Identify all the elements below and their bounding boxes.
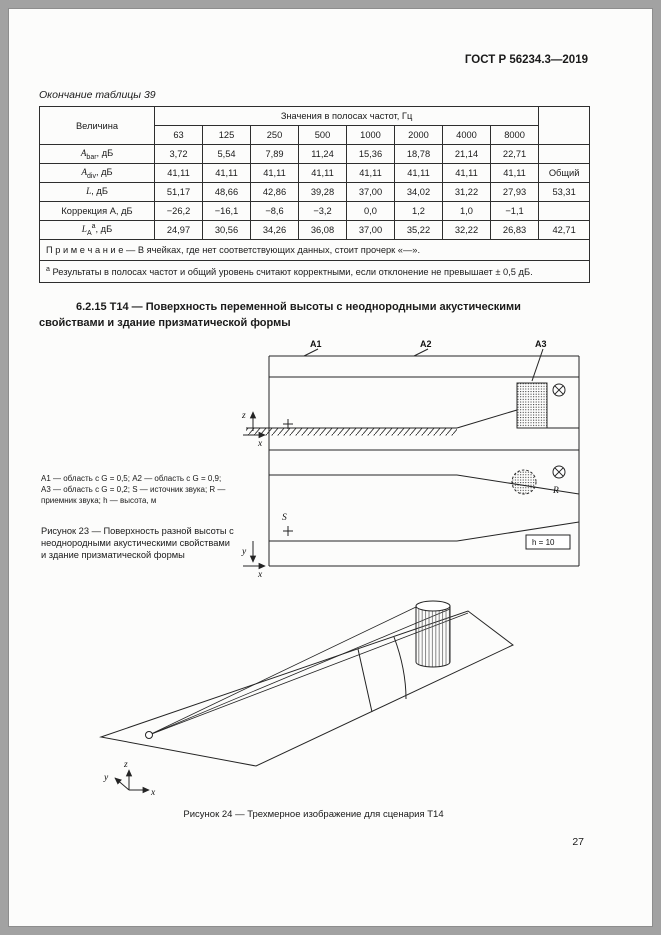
- cell: 18,78: [395, 145, 443, 164]
- cell: 42,86: [251, 183, 299, 202]
- cell: −8,6: [251, 202, 299, 221]
- cell: 41,11: [443, 164, 491, 183]
- table-row: [40, 221, 590, 240]
- table-continuation-caption: Окончание таблицы 39: [39, 89, 156, 101]
- cell: 0,0: [347, 202, 395, 221]
- cell: 34,26: [251, 221, 299, 240]
- table-header-row: [40, 107, 590, 126]
- row-label: $A_{bar}$, дБ: [40, 145, 155, 164]
- document-page: [8, 8, 653, 927]
- cell: 24,97: [155, 221, 203, 240]
- col-quantity-header: Величина: [40, 107, 155, 145]
- cell-total: 42,71: [539, 221, 590, 240]
- figure-24: [39, 594, 588, 804]
- cell: 21,14: [443, 145, 491, 164]
- ground-plane: [101, 611, 513, 766]
- figure-23-caption: Рисунок 23 — Поверхность разной высоты с неоднородными акустическими свойствами и здание призматической формы: [41, 526, 234, 561]
- freq-header: 2000: [395, 126, 443, 145]
- cell: 34,02: [395, 183, 443, 202]
- cell: −1,1: [491, 202, 539, 221]
- freq-header: 250: [251, 126, 299, 145]
- cell: 5,54: [203, 145, 251, 164]
- col-bands-header: Значения в полосах частот, Гц: [155, 107, 539, 126]
- cell: −3,2: [299, 202, 347, 221]
- cell: −26,2: [155, 202, 203, 221]
- cell: 11,24: [299, 145, 347, 164]
- cell: 26,83: [491, 221, 539, 240]
- cell: 41,11: [395, 164, 443, 183]
- cell: 32,22: [443, 221, 491, 240]
- cell: 41,11: [347, 164, 395, 183]
- axis24-y-label: y: [104, 773, 109, 784]
- cell: 35,22: [395, 221, 443, 240]
- cylinder-building: [416, 601, 450, 667]
- section-heading: 6.2.15 Т14 — Поверхность переменной высоты с неоднородными акустическими свойствами и здание призматической формы: [39, 301, 521, 329]
- cell: 37,00: [347, 183, 395, 202]
- source-marker-plan: [283, 526, 293, 536]
- label-r: R: [553, 486, 559, 497]
- freq-header: 8000: [491, 126, 539, 145]
- cell: −16,1: [203, 202, 251, 221]
- row-label: Коррекция А, дБ: [40, 202, 155, 221]
- axis-y-label: y: [242, 547, 247, 558]
- table-39: [39, 106, 590, 283]
- height-label-box: [526, 535, 570, 549]
- col-total-header: [539, 107, 590, 145]
- cell: 41,11: [299, 164, 347, 183]
- axis-x-label: x: [258, 439, 263, 450]
- cell: 37,00: [347, 221, 395, 240]
- cell-total: [539, 145, 590, 164]
- table-note: П р и м е ч а н и е — В ячейках, где нет соответствующих данных, стоит прочерк «—».: [40, 240, 590, 261]
- table-note-row: [40, 240, 590, 261]
- cell: 1,0: [443, 202, 491, 221]
- cell: 39,28: [299, 183, 347, 202]
- freq-header: 125: [203, 126, 251, 145]
- page-number: 27: [572, 836, 584, 849]
- cell: 41,11: [155, 164, 203, 183]
- table-footnote-row: [40, 261, 590, 283]
- figure-24-caption: Рисунок 24 — Трехмерное изображение для сценария Т14: [183, 809, 444, 821]
- table-row: [40, 202, 590, 221]
- axis-z-label: z: [242, 411, 246, 422]
- cell: 31,22: [443, 183, 491, 202]
- label-a1: А1: [310, 339, 322, 350]
- doc-header: ГОСТ Р 56234.3—2019: [464, 54, 588, 66]
- row-label: $A_{div}$, дБ: [40, 164, 155, 183]
- cell: 30,56: [203, 221, 251, 240]
- cell-total: 53,31: [539, 183, 590, 202]
- freq-header: 500: [299, 126, 347, 145]
- cell: 41,11: [203, 164, 251, 183]
- building-elevation: [517, 383, 547, 428]
- cell: 36,08: [299, 221, 347, 240]
- freq-header: 63: [155, 126, 203, 145]
- cell-total: [539, 202, 590, 221]
- freq-header: 1000: [347, 126, 395, 145]
- figure-23-legend: А1 — область с G = 0,5; А2 — область с G = 0,9; А3 — область с G = 0,2; S — источник звука; R — приемник звука; h — высота, м: [41, 474, 226, 505]
- cell: 41,11: [491, 164, 539, 183]
- axis-triad: [103, 760, 156, 798]
- table-row: [40, 145, 590, 164]
- label-a2: А2: [420, 339, 432, 350]
- cell: 48,66: [203, 183, 251, 202]
- cell: 1,2: [395, 202, 443, 221]
- receiver-symbol-plan: [553, 466, 565, 478]
- ground-hatch: [246, 429, 457, 436]
- figure-23-diagram: [231, 336, 589, 581]
- cell: 27,93: [491, 183, 539, 202]
- axis24-x-label: x: [151, 788, 156, 799]
- axis-x2-label: x: [258, 570, 263, 581]
- receiver-symbol-elevation: [553, 384, 565, 396]
- receiver-point: [146, 732, 153, 739]
- figure-23: [39, 336, 588, 586]
- cell: 3,72: [155, 145, 203, 164]
- cell: 7,89: [251, 145, 299, 164]
- cell: 41,11: [251, 164, 299, 183]
- table-row: [40, 183, 590, 202]
- axis24-z-label: z: [124, 760, 128, 771]
- freq-header: 4000: [443, 126, 491, 145]
- row-label: $L_A^а$, дБ: [40, 221, 155, 240]
- label-s: S: [282, 513, 287, 524]
- table-footnote: $^а$ Результаты в полосах частот и общий уровень считают корректными, если отклонение не превышает ± 0,5 дБ.: [40, 261, 590, 283]
- building-plan: [512, 470, 536, 494]
- table-row: [40, 164, 590, 183]
- row-label: L, дБ: [40, 183, 155, 202]
- figure-24-diagram: [54, 594, 584, 802]
- label-a3: А3: [535, 339, 547, 350]
- cell: 15,36: [347, 145, 395, 164]
- cell: 22,71: [491, 145, 539, 164]
- cell-total: Общий: [539, 164, 590, 183]
- cell: 51,17: [155, 183, 203, 202]
- label-h: h = 10: [532, 538, 555, 548]
